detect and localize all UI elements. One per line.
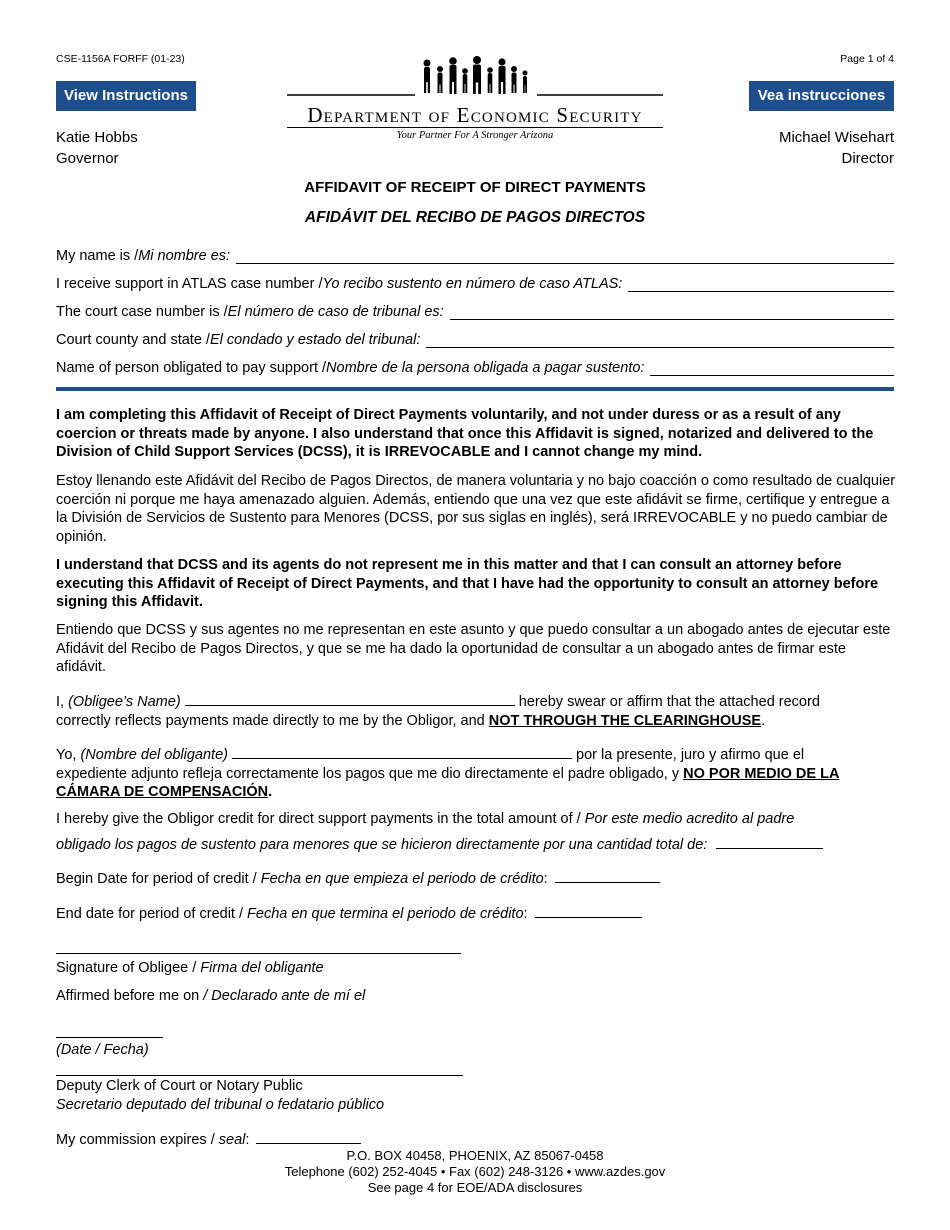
footer-phone: Telephone (602) 252-4045 • Fax (602) 248-3126 • www.azdes.gov — [284, 1164, 666, 1179]
view-instructions-button[interactable]: View Instructions — [56, 81, 196, 111]
signature-line[interactable] — [56, 953, 461, 954]
court-case-field-row — [56, 304, 894, 320]
swear-spanish — [56, 745, 896, 802]
affirmed-row — [56, 987, 896, 1006]
credit-label-spanish: Por este medio acredito al padre — [584, 811, 795, 827]
atlas-label: I receive support in ATLAS case number / — [56, 276, 323, 292]
no-por-medio: NO POR MEDIO DE LA — [683, 765, 840, 782]
obligor-label-spanish: Nombre de la persona obligada a pagar sustento: — [326, 360, 645, 376]
clerk-signature-line[interactable] — [56, 1075, 463, 1076]
swear-prefix-spanish: Yo, — [56, 747, 81, 763]
department-tagline: Your Partner For A Stronger Arizona — [396, 130, 554, 141]
commission-expires-input[interactable] — [256, 1130, 361, 1144]
obligee-name-label-spanish: (Nombre del obligante) — [80, 747, 228, 763]
court-case-label: The court case number is / — [56, 304, 228, 320]
begin-date-label: Begin Date for period of credit / — [56, 871, 261, 887]
paragraph-voluntary-english: I am completing this Affidavit of Receipt of Direct Payments voluntarily, and not under duress or as a result of any coercion or threats made by anyone. I also understand that once this Affidavit is signed, notarized and delivered to the Division of Child Support Services (DCSS), it is IRREVOCABLE and I cannot change my mind. — [56, 407, 874, 460]
end-date-input[interactable] — [535, 904, 642, 918]
colon: : — [523, 906, 528, 922]
county-label: Court county and state / — [56, 332, 210, 348]
family-silhouette-icon — [287, 55, 663, 100]
date-line[interactable] — [56, 1037, 163, 1038]
swear-english — [56, 692, 896, 730]
des-logo — [287, 55, 663, 140]
swear-line2: correctly reflects payments made directly to me by the Obligor, and — [56, 712, 489, 729]
director-title: Director — [841, 150, 894, 167]
credit-amount-input[interactable] — [716, 835, 823, 849]
signature-label: Signature of Obligee / — [56, 960, 201, 976]
begin-date-label-spanish: Fecha en que empieza el periodo de crédito — [260, 871, 544, 887]
name-label: My name is / — [56, 248, 139, 264]
begin-date-row — [56, 869, 896, 889]
county-label-spanish: El condado y estado del tribunal: — [209, 332, 421, 348]
commission-row — [56, 1130, 896, 1150]
signature-label-row — [56, 959, 896, 978]
commission-label: My commission expires / — [56, 1132, 219, 1148]
swear-after: hereby swear or affirm that the attached record — [514, 694, 820, 710]
section-divider — [56, 387, 894, 391]
end-date-row — [56, 904, 896, 924]
governor-title: Governor — [56, 150, 119, 167]
not-through-clearinghouse: NOT THROUGH THE CLEARINGHOUSE — [488, 712, 762, 729]
name-field-row — [56, 248, 894, 264]
director-name: Michael Wisehart — [778, 129, 894, 146]
paragraph-voluntary-spanish: Estoy llenando este Afidávit del Recibo de Pagos Directos, de manera voluntaria y no bajo coacción o como resultado de cualquier coerción ni porque me haya amenazado alguien. Además, entiendo que una vez que este afidávit se firme, certifique y entregue a la División de Servicios de Sustento para Menores (DCSS, por sus siglas en inglés), será IRREVOCABLE y no puedo cambiar de opinión. — [56, 473, 896, 545]
title-spanish: AFIDÁVIT DEL RECIBO DE PAGOS DIRECTOS — [304, 209, 646, 226]
credit-line2 — [56, 835, 896, 855]
camara-de-compensacion: CÁMARA DE COMPENSACIÓN — [56, 784, 269, 800]
begin-date-input[interactable] — [555, 869, 660, 883]
credit-line1 — [56, 810, 896, 829]
swear-after-spanish: por la presente, juro y afirmo que el — [572, 747, 805, 763]
footer-address: P.O. BOX 40458, PHOENIX, AZ 85067-0458 — [346, 1148, 604, 1163]
obligee-name-label: (Obligee’s Name) — [68, 694, 181, 710]
period: . — [761, 712, 766, 729]
affirmed-label: Affirmed before me on — [56, 988, 204, 1004]
colon: : — [543, 871, 548, 887]
county-input[interactable] — [426, 334, 894, 348]
end-date-label-spanish: Fecha en que termina el periodo de crédito — [247, 906, 524, 922]
swear-line2-spanish: expediente adjunto refleja correctamente los pagos que me dio directamente el padre obligado, y — [56, 765, 684, 782]
title-english: AFFIDAVIT OF RECEIPT OF DIRECT PAYMENTS — [304, 179, 646, 196]
end-date-label: End date for period of credit / — [56, 906, 248, 922]
form-id: CSE-1156A FORFF (01-23) — [56, 53, 185, 65]
vea-instrucciones-button[interactable]: Vea instrucciones — [749, 81, 894, 111]
paragraph-attorney-english: I understand that DCSS and its agents do not represent me in this matter and that I can consult an attorney before executing this Affidavit of Receipt of Direct Payments, and that I have had the opportunity to consult an attorney before signing this Affidavit. — [56, 557, 879, 610]
department-name: Department of Economic Security — [307, 103, 643, 127]
clerk-label: Deputy Clerk of Court or Notary Public — [56, 1078, 303, 1094]
atlas-label-spanish: Yo recibo sustento en número de caso ATLAS: — [322, 276, 623, 292]
clerk-label-spanish: Secretario deputado del tribunal o fedatario público — [56, 1097, 385, 1113]
court-case-label-spanish: El número de caso de tribunal es: — [227, 304, 444, 320]
swear-prefix: I, — [56, 694, 69, 710]
signature-label-spanish: Firma del obligante — [200, 960, 324, 976]
court-case-input[interactable] — [450, 306, 894, 320]
name-label-spanish: Mi nombre es: — [138, 248, 231, 264]
obligee-name-input[interactable] — [185, 692, 515, 706]
credit-label: I hereby give the Obligor credit for direct support payments in the total amount of / — [56, 811, 585, 827]
atlas-field-row — [56, 276, 894, 292]
period-spanish: . — [268, 784, 273, 800]
obligor-field-row — [56, 360, 894, 376]
county-field-row — [56, 332, 894, 348]
obligor-label: Name of person obligated to pay support / — [56, 360, 327, 376]
footer-disclosure: See page 4 for EOE/ADA disclosures — [367, 1180, 583, 1195]
obligee-name-input-spanish[interactable] — [232, 745, 572, 759]
paragraph-attorney-spanish: Entiendo que DCSS y sus agentes no me representan en este asunto y que puedo consultar a un abogado antes de ejecutar este Afidávit del Recibo de Pagos Directos, y que se me ha dado la oportunidad de consultar a un abogado antes de firmar este afidávit. — [56, 622, 891, 675]
atlas-case-input[interactable] — [628, 278, 894, 292]
governor-name: Katie Hobbs — [56, 129, 138, 146]
credit-label-spanish-2: obligado los pagos de sustento para menores que se hicieron directamente por una cantidad total de: — [56, 837, 708, 853]
seal-label: seal — [218, 1132, 246, 1148]
obligor-input[interactable] — [650, 362, 894, 376]
page-number: Page 1 of 4 — [840, 53, 894, 65]
colon: : — [245, 1132, 250, 1148]
name-input[interactable] — [236, 250, 894, 264]
date-label: (Date / Fecha) — [56, 1042, 149, 1058]
affirmed-label-spanish: / Declarado ante de mí el — [203, 988, 366, 1004]
